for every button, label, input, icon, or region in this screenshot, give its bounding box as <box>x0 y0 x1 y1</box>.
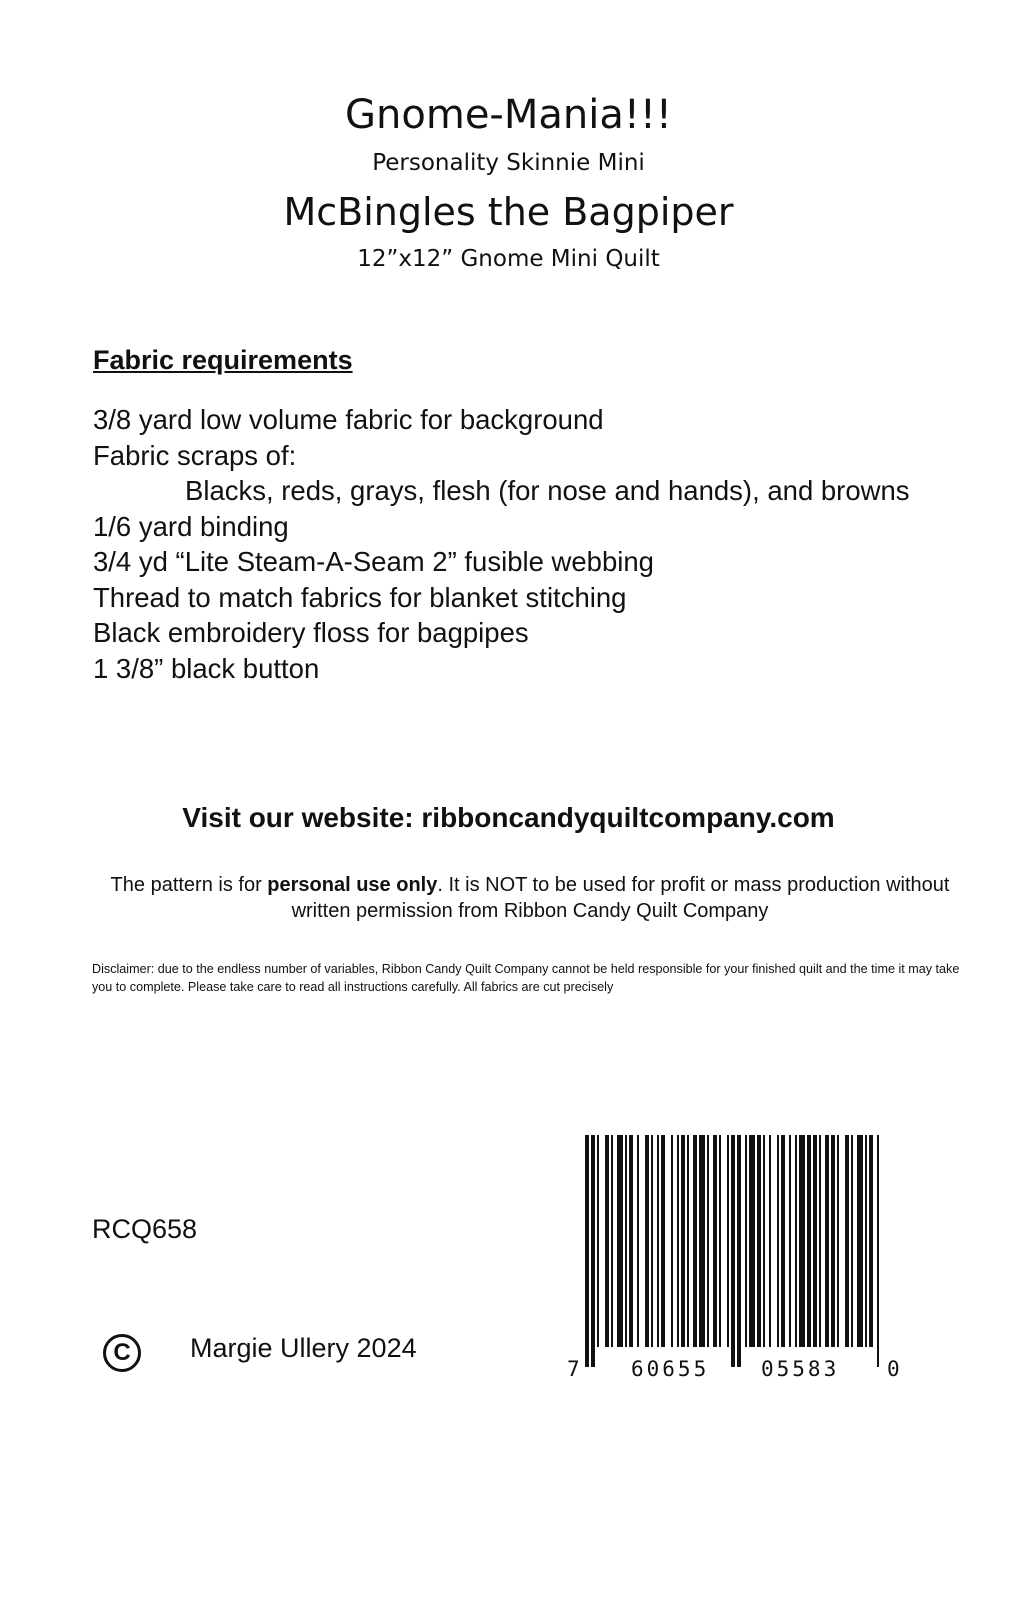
barcode-bar <box>877 1135 879 1367</box>
list-item: 3/8 yard low volume fabric for background <box>93 404 604 435</box>
barcode-lead-digit: 7 <box>567 1357 580 1381</box>
barcode-bar <box>837 1135 839 1347</box>
product-code: RCQ658 <box>92 1214 198 1244</box>
barcode-bar <box>657 1135 659 1347</box>
pattern-series-title: Gnome-Mania!!! <box>345 92 672 138</box>
barcode-bar <box>763 1135 765 1347</box>
barcode-bar <box>699 1135 705 1347</box>
barcode-check-digit: 0 <box>887 1357 900 1381</box>
barcode-bar <box>681 1135 685 1347</box>
barcode-bar <box>819 1135 821 1347</box>
barcode-bar <box>597 1135 599 1347</box>
pattern-subtitle: Personality Skinnie Mini <box>372 150 645 176</box>
barcode-bar <box>795 1135 797 1347</box>
barcode-bar <box>845 1135 849 1347</box>
barcode-bar <box>707 1135 709 1347</box>
barcode-bar <box>745 1135 747 1347</box>
barcode-bar <box>617 1135 623 1347</box>
barcode-bar <box>629 1135 633 1347</box>
barcode-bar <box>757 1135 761 1347</box>
barcode-left-digits: 60655 <box>631 1357 710 1381</box>
barcode-bar <box>661 1135 665 1347</box>
barcode-bar <box>637 1135 639 1347</box>
barcode-bar <box>677 1135 679 1347</box>
barcode-bar <box>651 1135 653 1347</box>
notice-text: The pattern is for <box>110 874 268 896</box>
barcode-bar <box>585 1135 589 1367</box>
barcode-bar <box>693 1135 697 1347</box>
barcode-bar <box>825 1135 829 1347</box>
fabric-requirements-heading: Fabric requirements <box>93 345 353 375</box>
barcode-bars-icon <box>565 1135 905 1385</box>
barcode-bar <box>749 1135 755 1347</box>
barcode-bar <box>719 1135 721 1347</box>
list-item: 3/4 yd “Lite Steam-A-Seam 2” fusible webbing <box>93 546 654 577</box>
barcode-right-digits: 05583 <box>761 1357 840 1381</box>
pattern-name: McBingles the Bagpiper <box>283 190 734 234</box>
barcode-bar <box>769 1135 771 1347</box>
quilt-size: 12”x12” Gnome Mini Quilt <box>357 246 660 272</box>
list-item: Thread to match fabrics for blanket stitching <box>93 581 627 613</box>
barcode-bar <box>807 1135 811 1347</box>
copyright-icon: C <box>103 1334 141 1372</box>
barcode-bar <box>831 1135 835 1347</box>
barcode-bar <box>727 1135 729 1347</box>
barcode-bar <box>591 1135 595 1367</box>
fabric-requirements-list <box>93 402 973 686</box>
website-line: Visit our website: ribboncandyquiltcompany.com <box>182 802 835 833</box>
barcode-bar <box>737 1135 741 1367</box>
barcode-bar <box>611 1135 613 1347</box>
list-item: 1 3/8” black button <box>93 652 320 684</box>
barcode <box>565 1135 905 1385</box>
barcode-bar <box>713 1135 717 1347</box>
notice-text: . It is NOT to be used for profit or mass production without written permission from Ribbon Candy Quilt Company <box>291 874 950 922</box>
copyright-text: Margie Ullery 2024 <box>190 1333 417 1363</box>
barcode-bar <box>813 1135 817 1347</box>
usage-notice <box>110 872 950 924</box>
barcode-bar <box>687 1135 689 1347</box>
list-item: 1/6 yard binding <box>93 510 289 542</box>
barcode-bar <box>605 1135 609 1347</box>
barcode-bar <box>799 1135 805 1347</box>
list-item: Fabric scraps of: <box>93 439 297 471</box>
list-item: Black embroidery floss for bagpipes <box>93 617 529 648</box>
barcode-bar <box>671 1135 673 1347</box>
barcode-bar <box>869 1135 873 1347</box>
barcode-bar <box>851 1135 853 1347</box>
list-item: Blacks, reds, grays, flesh (for nose and hands), and browns <box>185 475 910 506</box>
notice-emphasis: personal use only <box>267 874 438 896</box>
barcode-bar <box>645 1135 649 1347</box>
barcode-bar <box>857 1135 863 1347</box>
barcode-bar <box>781 1135 785 1347</box>
disclaimer: Disclaimer: due to the endless number of variables, Ribbon Candy Quilt Company cannot be held responsible for your finished quilt and the time it may take you to complete. Please take care to read all instructions carefully. All fabrics are cut precisely <box>92 962 960 994</box>
barcode-bar <box>865 1135 867 1347</box>
barcode-bar <box>731 1135 735 1367</box>
barcode-bar <box>789 1135 791 1347</box>
barcode-bar <box>625 1135 627 1347</box>
barcode-bar <box>777 1135 779 1347</box>
